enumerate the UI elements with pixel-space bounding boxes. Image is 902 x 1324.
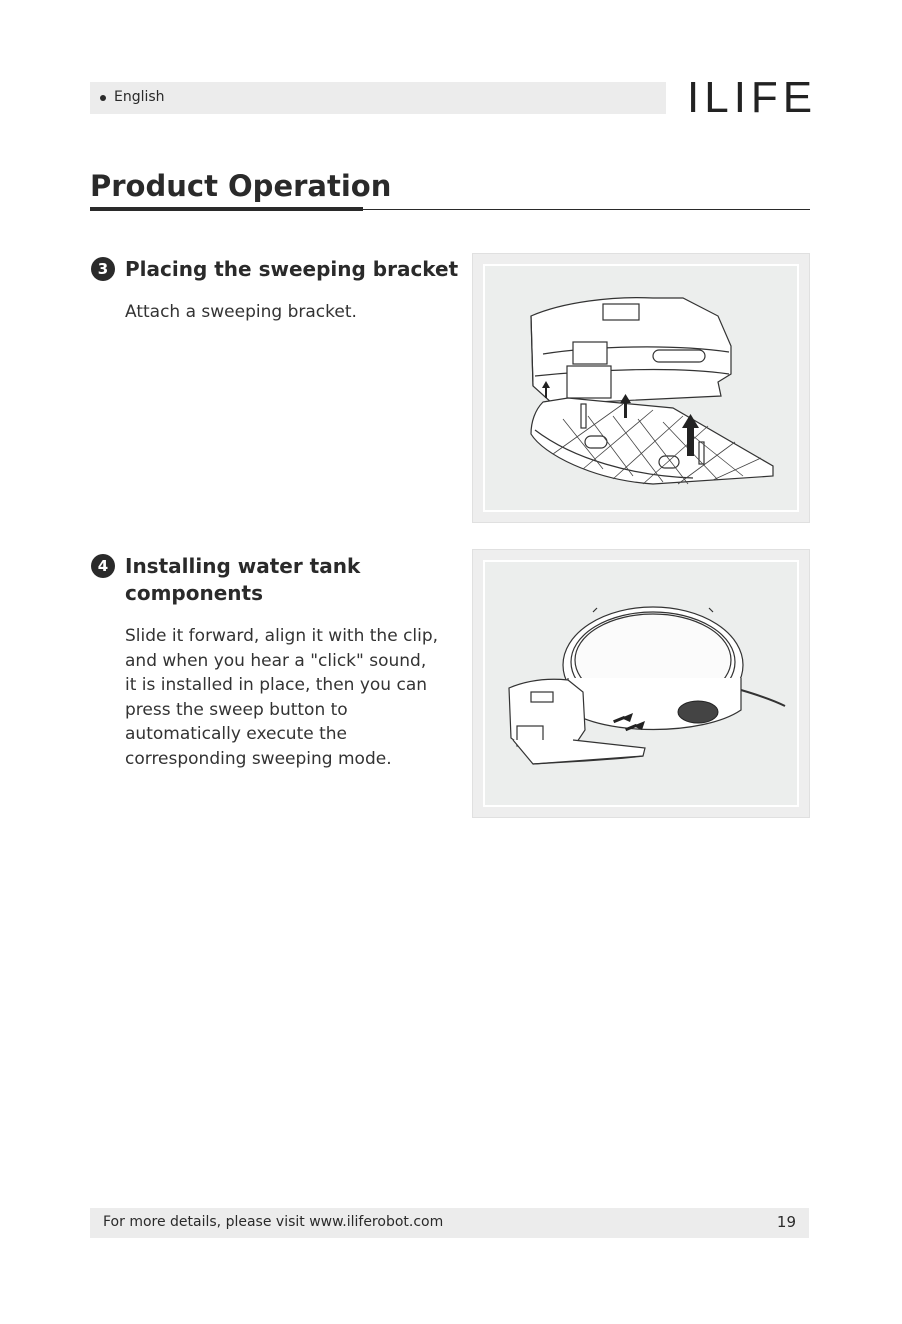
step-4-description-line-2: and when you hear a "click" sound, — [125, 650, 427, 671]
language-label: English — [114, 89, 165, 105]
page-number: 19 — [776, 1213, 796, 1231]
step-3-title: Placing the sweeping bracket — [125, 257, 459, 281]
title-divider — [90, 209, 810, 210]
step-4-description-line-6: corresponding sweeping mode. — [125, 748, 392, 769]
step-4-number-badge: 4 — [91, 554, 115, 578]
step-4-description-line-5: automatically execute the — [125, 724, 348, 744]
footer-bar — [90, 1208, 809, 1238]
step-4-title-line-2: components — [125, 581, 263, 605]
water-tank-illustration — [472, 549, 810, 818]
step-4-description-line-4: press the sweep button to — [125, 699, 348, 720]
water-tank-drawing — [473, 550, 809, 817]
step-4-description-line-1: Slide it forward, align it with the clip, — [125, 626, 439, 646]
step-3-number-badge: 3 — [91, 257, 115, 281]
bullet-icon — [100, 95, 106, 101]
footer-note: For more details, please visit www.iliferobot.com — [103, 1214, 444, 1230]
bracket-drawing — [473, 254, 809, 522]
step-4-description-line-3: it is installed in place, then you can — [125, 675, 428, 695]
step-3-description: Attach a sweeping bracket. — [125, 302, 357, 322]
step-4-title-line-1: Installing water tank — [125, 554, 361, 578]
sweeping-bracket-illustration — [472, 253, 810, 523]
language-bar — [90, 82, 666, 114]
brand-logo: ILIFE — [687, 73, 818, 122]
page-title: Product Operation — [90, 169, 392, 203]
